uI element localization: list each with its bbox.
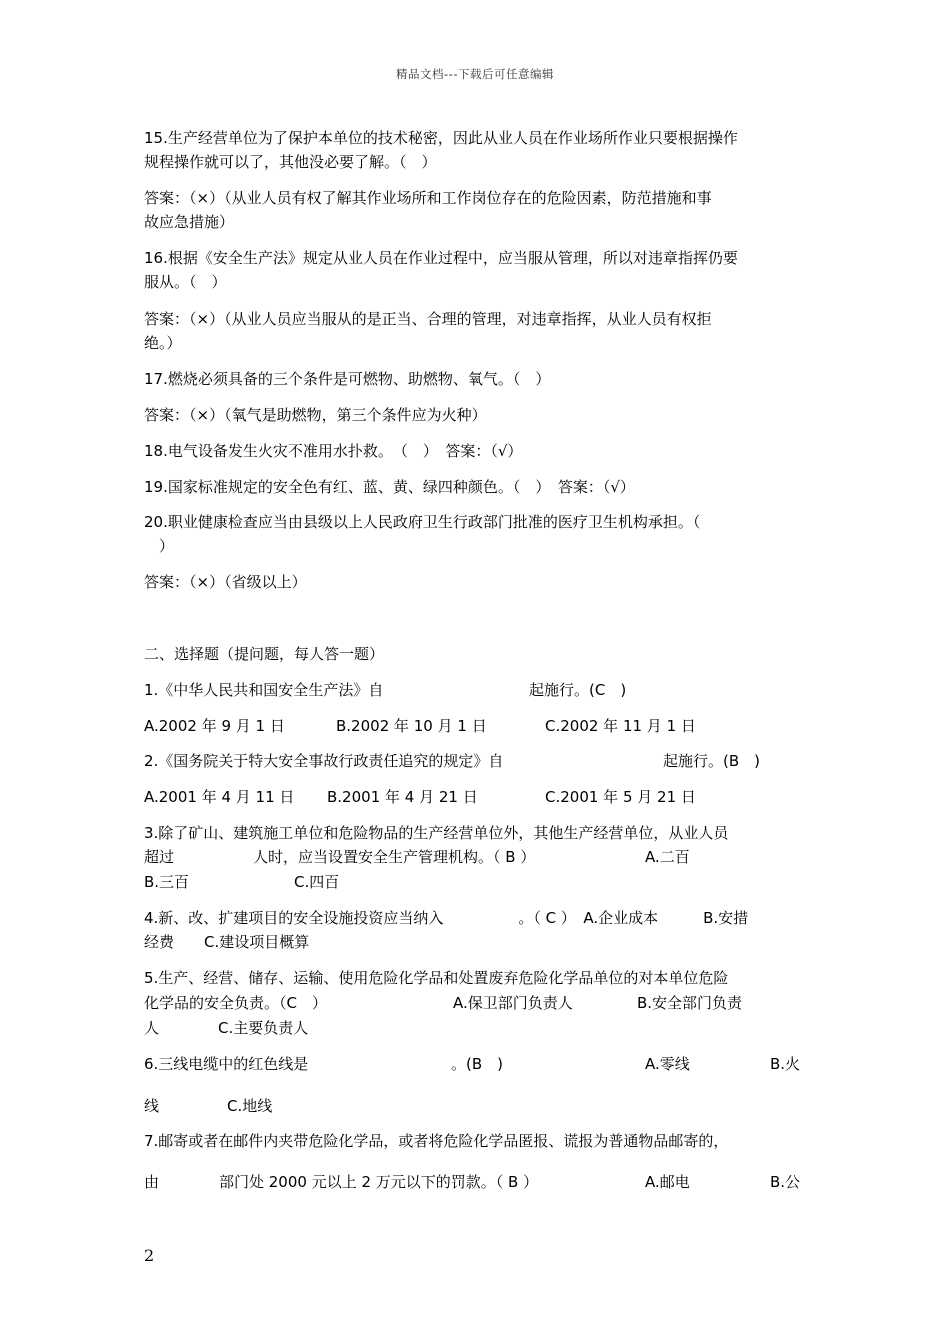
cq1-answer: 起施行。(C ) (529, 681, 627, 699)
cq6-option-b: B.火 (770, 1055, 801, 1073)
a15-line2: 故应急措施） (144, 213, 235, 231)
cq5-option-b: B.安全部门负责 (637, 994, 743, 1012)
cq6-text: 6.三线电缆中的红色线是 (144, 1055, 309, 1073)
cq4-line1: 4.新、改、扩建项目的安全设施投资应当纳入 。（ C ） A.企业成本 B.安措 (144, 909, 749, 927)
cq3-option-c: C.四百 (294, 873, 340, 891)
cq2-text: 2.《国务院关于特大安全事故行政责任追究的规定》自 (144, 752, 504, 770)
cq3-text: 人时，应当设置安全生产管理机构。（ B ） (253, 848, 536, 866)
cq5-text: 化学品的安全负责。（C ） (144, 994, 327, 1012)
cq7-option-b: B.公 (770, 1173, 801, 1191)
cq1-option-b: B.2002 年 10 月 1 日 (336, 717, 487, 735)
q16-line1: 16.根据《安全生产法》规定从业人员在作业过程中，应当服从管理，所以对违章指挥仍要 (144, 249, 738, 267)
q16-line2: 服从。（ ） (144, 273, 227, 291)
cq2-option-b: B.2001 年 4 月 21 日 (327, 788, 478, 806)
cq5-option-a: A.保卫部门负责人 (453, 994, 573, 1012)
cq1-option-c: C.2002 年 11 月 1 日 (545, 717, 696, 735)
q20-line2: ） (144, 537, 175, 555)
cq5-option-c: C.主要负责人 (218, 1019, 309, 1037)
q15-line2: 规程操作就可以了，其他没必要了解。（ ） (144, 153, 437, 171)
cq1-option-a: A.2002 年 9 月 1 日 (144, 717, 285, 735)
a17-line: 答案：（×）（氧气是助燃物，第三个条件应为火种） (144, 406, 487, 424)
page-number: 2 (144, 1246, 155, 1265)
q15-line1: 15.生产经营单位为了保护本单位的技术秘密，因此从业人员在作业场所作业只要根据操作 (144, 129, 738, 147)
cq2-option-a: A.2001 年 4 月 11 日 (144, 788, 295, 806)
page-header: 精品文档---下载后可任意编辑 (396, 67, 554, 81)
cq3-line1: 3.除了矿山、建筑施工单位和危险物品的生产经营单位外，其他生产经营单位，从业人员 (144, 824, 729, 842)
section-heading: 二、选择题（提问题，每人答一题） (144, 645, 385, 663)
cq7-option-a: A.邮电 (645, 1173, 690, 1191)
a20-line: 答案：（×）（省级以上） (144, 573, 307, 591)
cq6-answer: 。(B ) (451, 1055, 503, 1073)
cq4-line2: 经费 C.建设项目概算 (144, 933, 310, 951)
cq7-line1: 7.邮寄或者在邮件内夹带危险化学品，或者将危险化学品匿报、谎报为普通物品邮寄的， (144, 1132, 729, 1150)
cq6-option-a: A.零线 (645, 1055, 690, 1073)
cq1-text: 1.《中华人民共和国安全生产法》自 (144, 681, 384, 699)
a16-line1: 答案：（×）（从业人员应当服从的是正当、合理的管理，对违章指挥，从业人员有权拒 (144, 310, 712, 328)
cq2-answer: 起施行。(B ) (663, 752, 760, 770)
cq3-option-a: A.二百 (645, 848, 690, 866)
q18-line: 18.电气设备发生火灾不准用水扑救。 （ ） 答案：（√） (144, 442, 523, 460)
q17-line: 17.燃烧必须具备的三个条件是可燃物、助燃物、氧气。（ ） (144, 370, 551, 388)
cq6-option-b-cont: 线 (144, 1097, 160, 1115)
cq7-text: 部门处 2000 元以上 2 万元以下的罚款。（ B ） (219, 1173, 539, 1191)
cq3-option-b: B.三百 (144, 873, 190, 891)
cq5-option-b-cont: 人 (144, 1019, 160, 1037)
q19-line: 19.国家标准规定的安全色有红、蓝、黄、绿四种颜色。（ ） 答案：（√） (144, 478, 635, 496)
cq2-option-c: C.2001 年 5 月 21 日 (545, 788, 696, 806)
a16-line2: 绝。） (144, 334, 182, 352)
q20-line1: 20.职业健康检查应当由县级以上人民政府卫生行政部门批准的医疗卫生机构承担。（ (144, 513, 701, 531)
cq6-option-c: C.地线 (227, 1097, 273, 1115)
cq5-line1: 5.生产、经营、储存、运输、使用危险化学品和处置废弃危险化学品单位的对本单位危险 (144, 969, 729, 987)
cq3-prefix: 超过 (144, 848, 175, 866)
cq7-prefix: 由 (144, 1173, 160, 1191)
a15-line1: 答案：（×）（从业人员有权了解其作业场所和工作岗位存在的危险因素，防范措施和事 (144, 189, 712, 207)
